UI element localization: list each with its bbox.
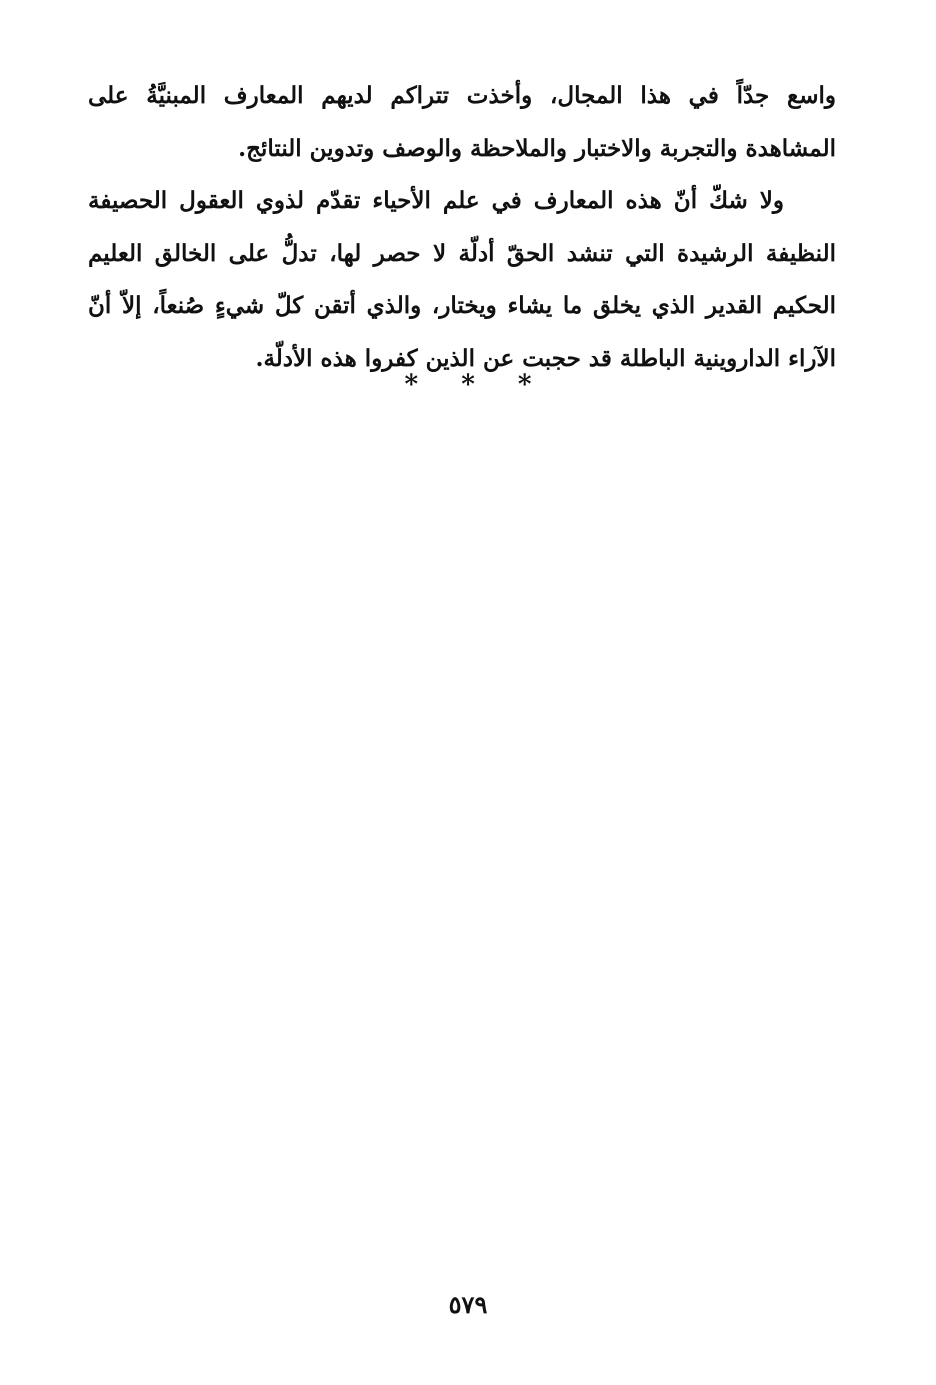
body-text: [88, 70, 836, 385]
paragraph-continuation: واسع جدّاً في هذا المجال، وأخذت تتراكم لديهم المعارف المبنيَّةُ على المشاهدة والتجربة والاختبار والملاحظة والوصف وتدوين النتائج.: [88, 82, 836, 162]
separator-asterisk: *: [517, 370, 532, 400]
section-separator: [0, 370, 936, 400]
separator-asterisk: *: [404, 370, 419, 400]
separator-asterisk: *: [461, 370, 475, 400]
page-number: ٥٧٩: [448, 1290, 488, 1319]
paragraph: ولا شكّ أنّ هذه المعارف في علم الأحياء تقدّم لذوي العقول الحصيفة النظيفة الرشيدة التي تنشد الحقّ أدلّة لا حصر لها، تدلُّ على الخالق العليم الحكيم القدير الذي يخلق ما يشاء ويختار، والذي أتقن كلّ شيءٍ صُنعاً، إلاّ أنّ الآراء الداروينية الباطلة قد حجبت عن الذين كفروا هذه الأدلّة.: [88, 187, 836, 372]
